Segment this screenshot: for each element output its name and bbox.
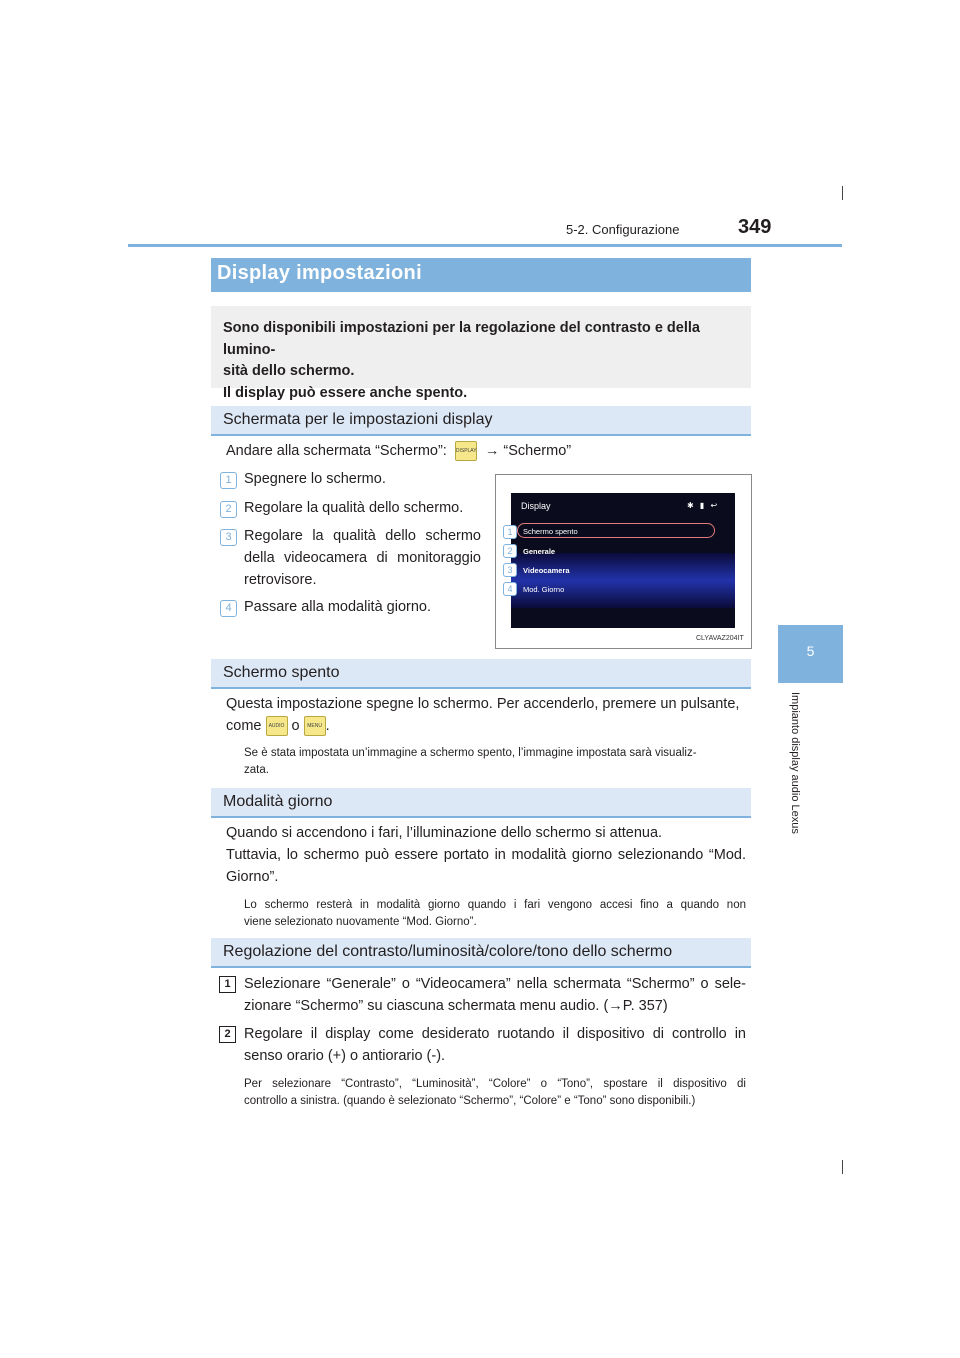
nav-instruction <box>226 441 571 463</box>
figure-callout: 4 <box>503 582 517 596</box>
item-number: 4 <box>220 600 237 617</box>
chapter-tab <box>778 625 843 683</box>
intro-box <box>211 306 751 401</box>
figure-callout: 3 <box>503 563 517 577</box>
menu-row: Generale <box>523 547 556 556</box>
step-text: senso orario (+) o antiorario (-). <box>244 1048 446 1064</box>
crop-mark <box>842 186 843 200</box>
menu-row: Schermo spento <box>523 527 578 536</box>
step-text: Selezionare “Generale” o “Videocamera” nella schermata “Schermo” o sele- <box>244 976 746 992</box>
body-text: Quando si accendono i fari, l’illuminazione dello schermo si attenua. <box>226 825 663 841</box>
item-text: della videocamera di monitoraggio <box>244 550 481 566</box>
header-rule <box>128 244 842 247</box>
intro-text <box>211 306 751 404</box>
note-text: zata. <box>244 764 269 776</box>
subheading: Modalità giorno <box>223 793 333 810</box>
display-screen-figure <box>495 474 752 649</box>
screen-glow <box>511 553 735 608</box>
nav-prefix: Andare alla schermata “Schermo”: <box>226 443 447 459</box>
subheading: Schermo spento <box>223 664 340 681</box>
status-icons: ✱ ▮ ↩ <box>687 501 720 510</box>
item-number: 1 <box>220 472 237 489</box>
screen-title: Display <box>521 501 551 511</box>
subheading: Schermata per le impostazioni display <box>223 411 493 428</box>
crop-mark <box>842 1160 843 1174</box>
subheading: Regolazione del contrasto/luminosità/colore/tono dello schermo <box>223 943 673 960</box>
item-text: Passare alla modalità giorno. <box>244 599 431 615</box>
menu-button-icon: MENU <box>304 716 326 736</box>
display-button-icon: DISPLAY <box>455 441 477 461</box>
body-word: . <box>325 718 330 734</box>
nav-suffix: “Schermo” <box>503 443 572 459</box>
note-text: controllo a sinistra. (quando è selezionato “Schermo”, “Colore” e “Tono” sono disponibili.) <box>244 1095 696 1107</box>
chapter-side-label-text: Impianto display audio Lexus <box>789 692 801 834</box>
section-reference: 5-2. Configurazione <box>566 222 680 237</box>
intro-line: Il display può essere anche spento. <box>223 384 468 401</box>
figure-callout: 1 <box>503 525 517 539</box>
subheading-bar <box>211 788 751 818</box>
screen-mockup <box>511 493 735 628</box>
chapter-tab-number: 5 <box>806 643 815 659</box>
note-text: Lo schermo resterà in modalità giorno quando i fari vengono accesi fino a quando non <box>244 899 746 911</box>
item-number: 3 <box>220 529 237 546</box>
body-word: come <box>226 718 262 734</box>
note-text: Per selezionare “Contrasto”, “Luminosità”, “Colore” o “Tono”, spostare il dispositivo di <box>244 1078 746 1090</box>
note-text: Se è stata impostata un’immagine a schermo spento, l’immagine impostata sarà visualiz- <box>244 747 697 759</box>
item-text: Regolare la qualità dello schermo. <box>244 500 464 516</box>
step-text: Regolare il display come desiderato ruotando il dispositivo di controllo in <box>244 1026 746 1042</box>
body-text: Giorno”. <box>226 869 279 885</box>
step-text: zionare “Schermo” su ciascuna schermata menu audio. (→P. 357) <box>244 998 668 1014</box>
menu-row: Mod. Giorno <box>523 585 565 594</box>
item-number: 2 <box>220 501 237 518</box>
body-text: Tuttavia, lo schermo può essere portato in modalità giorno selezionando “Mod. <box>226 847 746 863</box>
item-text: retrovisore. <box>244 572 317 588</box>
page-number: 349 <box>738 216 772 238</box>
subheading-bar <box>211 659 751 689</box>
item-text: Regolare la qualità dello schermo <box>244 528 481 544</box>
step-number: 1 <box>219 976 236 993</box>
audio-button-icon: AUDIO <box>266 716 288 736</box>
intro-line: sità dello schermo. <box>223 363 355 379</box>
page-title: Display impostazioni <box>217 262 422 284</box>
body-text: Questa impostazione spegne lo schermo. Per accenderlo, premere un pulsante, <box>226 696 740 712</box>
menu-row: Videocamera <box>523 566 570 575</box>
step-number: 2 <box>219 1026 236 1043</box>
body-text <box>226 716 330 738</box>
arrow-icon: → <box>484 443 500 459</box>
body-word: o <box>291 718 300 734</box>
subheading-bar <box>211 938 751 968</box>
intro-line: Sono disponibili impostazioni per la regolazione del contrasto e della lumino- <box>223 320 700 358</box>
section-title-bar <box>211 258 751 292</box>
figure-callout: 2 <box>503 544 517 558</box>
subheading-bar <box>211 406 751 436</box>
note-text: viene selezionato nuovamente “Mod. Giorno”. <box>244 916 477 928</box>
item-text: Spegnere lo schermo. <box>244 471 386 487</box>
figure-code: CLYAVAZ204IT <box>696 635 744 642</box>
chapter-side-label <box>786 692 806 862</box>
